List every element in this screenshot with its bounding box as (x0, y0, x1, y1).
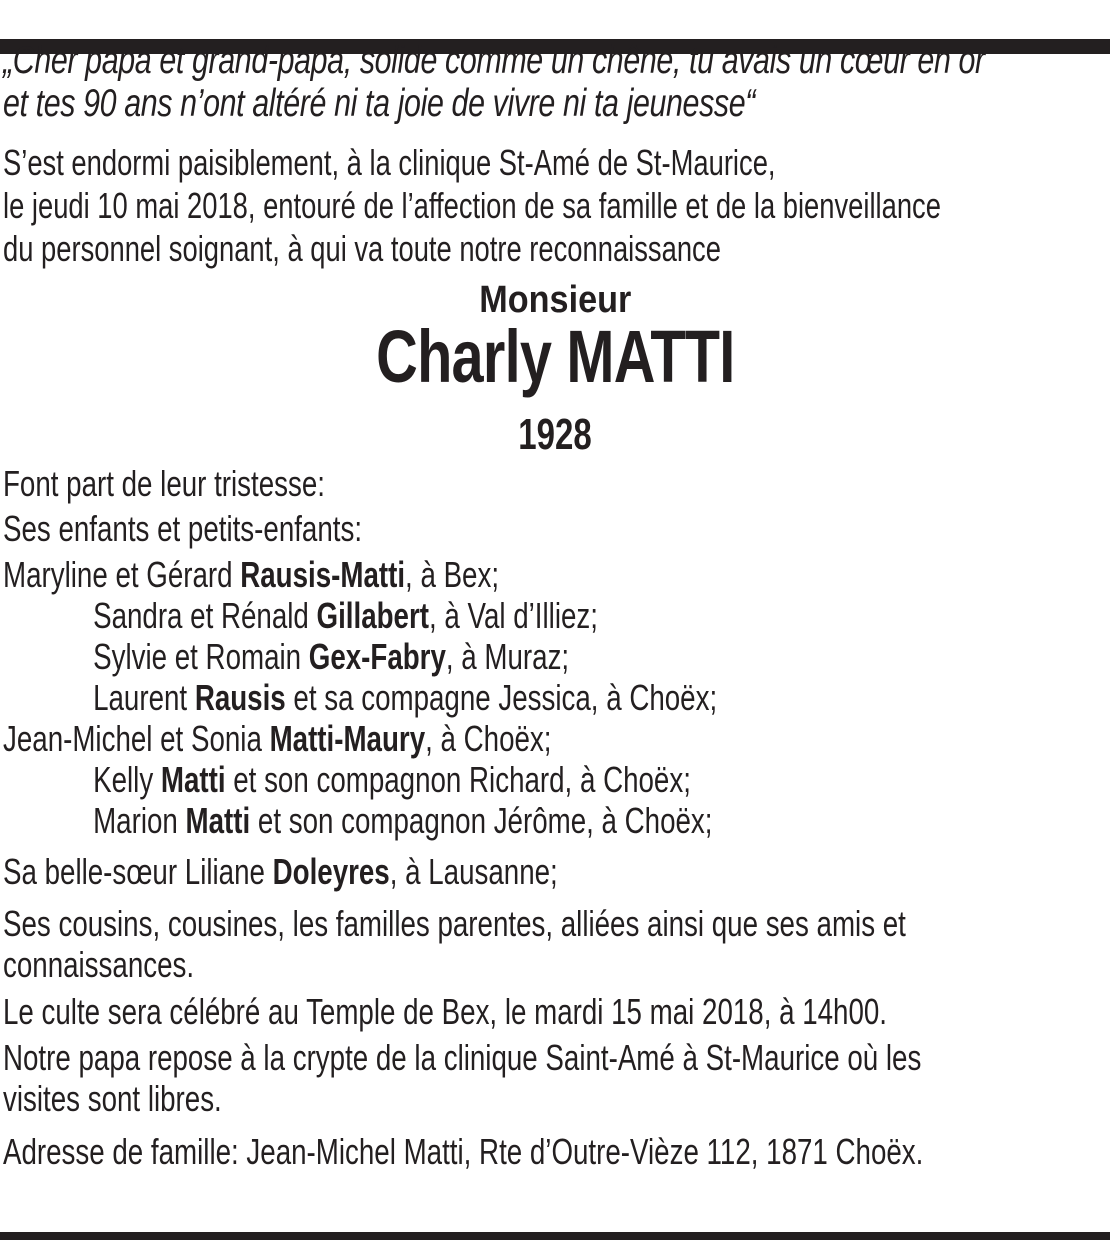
family-member-line (3, 677, 1110, 718)
service-line: Le culte sera célébré au Temple de Bex, le mardi 15 mai 2018, à 14h00. (3, 991, 887, 1032)
text-line: visites sont libres. (3, 1078, 222, 1119)
text-segment: Laurent (93, 677, 195, 718)
text-line: le jeudi 10 mai 2018, entouré de l’affection de sa famille et de la bienveillance (3, 185, 941, 226)
family-surname: Rausis-Matti (240, 554, 406, 595)
family-surname: Rausis (194, 677, 286, 718)
family-member-line (3, 554, 1110, 595)
family-surname: Matti (185, 800, 251, 841)
text-segment: , à Choëx; (425, 718, 552, 759)
grief-announcement (0, 463, 1110, 504)
text-segment: Sa belle-sœur Liliane (3, 851, 273, 892)
intro-paragraph-text (3, 141, 1110, 270)
family-surname: Doleyres (272, 851, 390, 892)
text-line: Notre papa repose à la crypte de la clinique Saint-Amé à St-Maurice où les (3, 1037, 922, 1078)
text-segment: Sylvie et Romain (93, 636, 309, 677)
intro-paragraph (0, 141, 1110, 270)
family-member-line (3, 800, 1110, 841)
family-surname: Matti (160, 759, 226, 800)
family-heading: Ses enfants et petits-enfants: (3, 508, 363, 549)
text-segment: et sa compagne Jessica, à Choëx; (285, 677, 718, 718)
text-segment: Kelly (93, 759, 161, 800)
text-segment: Sandra et Rénald (93, 595, 317, 636)
family-member-line (3, 718, 1110, 759)
text-line: S’est endormi paisiblement, à la clinique St-Amé de St-Maurice, (3, 142, 776, 183)
family-member-line (3, 759, 1110, 800)
family-surname: Gillabert (316, 595, 430, 636)
sister-in-law-line (3, 851, 1110, 892)
family-surname: Gex-Fabry (308, 636, 446, 677)
family-members (3, 554, 1110, 841)
text-segment: Marion (93, 800, 186, 841)
family-member-line (3, 636, 1110, 677)
deceased-header (0, 277, 1110, 458)
text-segment: , à Muraz; (445, 636, 570, 677)
memorial-quote (0, 39, 1110, 125)
deceased-civility: Monsieur (479, 279, 632, 321)
text-segment: , à Lausanne; (389, 851, 558, 892)
family-surname: Matti-Maury (269, 718, 426, 759)
text-segment: , à Bex; (405, 554, 500, 595)
memorial-quote-text (3, 39, 1110, 125)
deceased-name: Charly MATTI (376, 315, 735, 398)
ceremony-info (0, 991, 1110, 1172)
death-notice-document (0, 39, 1110, 1240)
family-list (0, 508, 1110, 985)
repose-paragraph (3, 1037, 1110, 1119)
deceased-birth-year: 1928 (518, 410, 592, 459)
bottom-rule (0, 1232, 1110, 1240)
family-address-line: Adresse de famille: Jean-Michel Matti, Rte d’Outre-Vièze 112, 1871 Choëx. (3, 1131, 924, 1172)
family-member-line (3, 595, 1110, 636)
text-segment: et son compagnon Jérôme, à Choëx; (250, 800, 713, 841)
relatives-paragraph (3, 903, 1110, 985)
text-line: et tes 90 ans n’ont altéré ni ta joie de vivre ni ta jeunesse“ (3, 82, 755, 125)
text-line: „Cher papa et grand-papa, solide comme un chêne, tu avais un cœur en or (3, 39, 985, 82)
text-segment: , à Val d’Illiez; (429, 595, 598, 636)
text-segment: et son compagnon Richard, à Choëx; (225, 759, 691, 800)
grief-line: Font part de leur tristesse: (3, 463, 326, 504)
text-line: connaissances. (3, 944, 195, 985)
text-line: Ses cousins, cousines, les familles parentes, alliées ainsi que ses amis et (3, 903, 906, 944)
text-segment: Maryline et Gérard (3, 554, 241, 595)
text-segment: Jean-Michel et Sonia (3, 718, 270, 759)
text-line: du personnel soignant, à qui va toute notre reconnaissance (3, 228, 721, 269)
